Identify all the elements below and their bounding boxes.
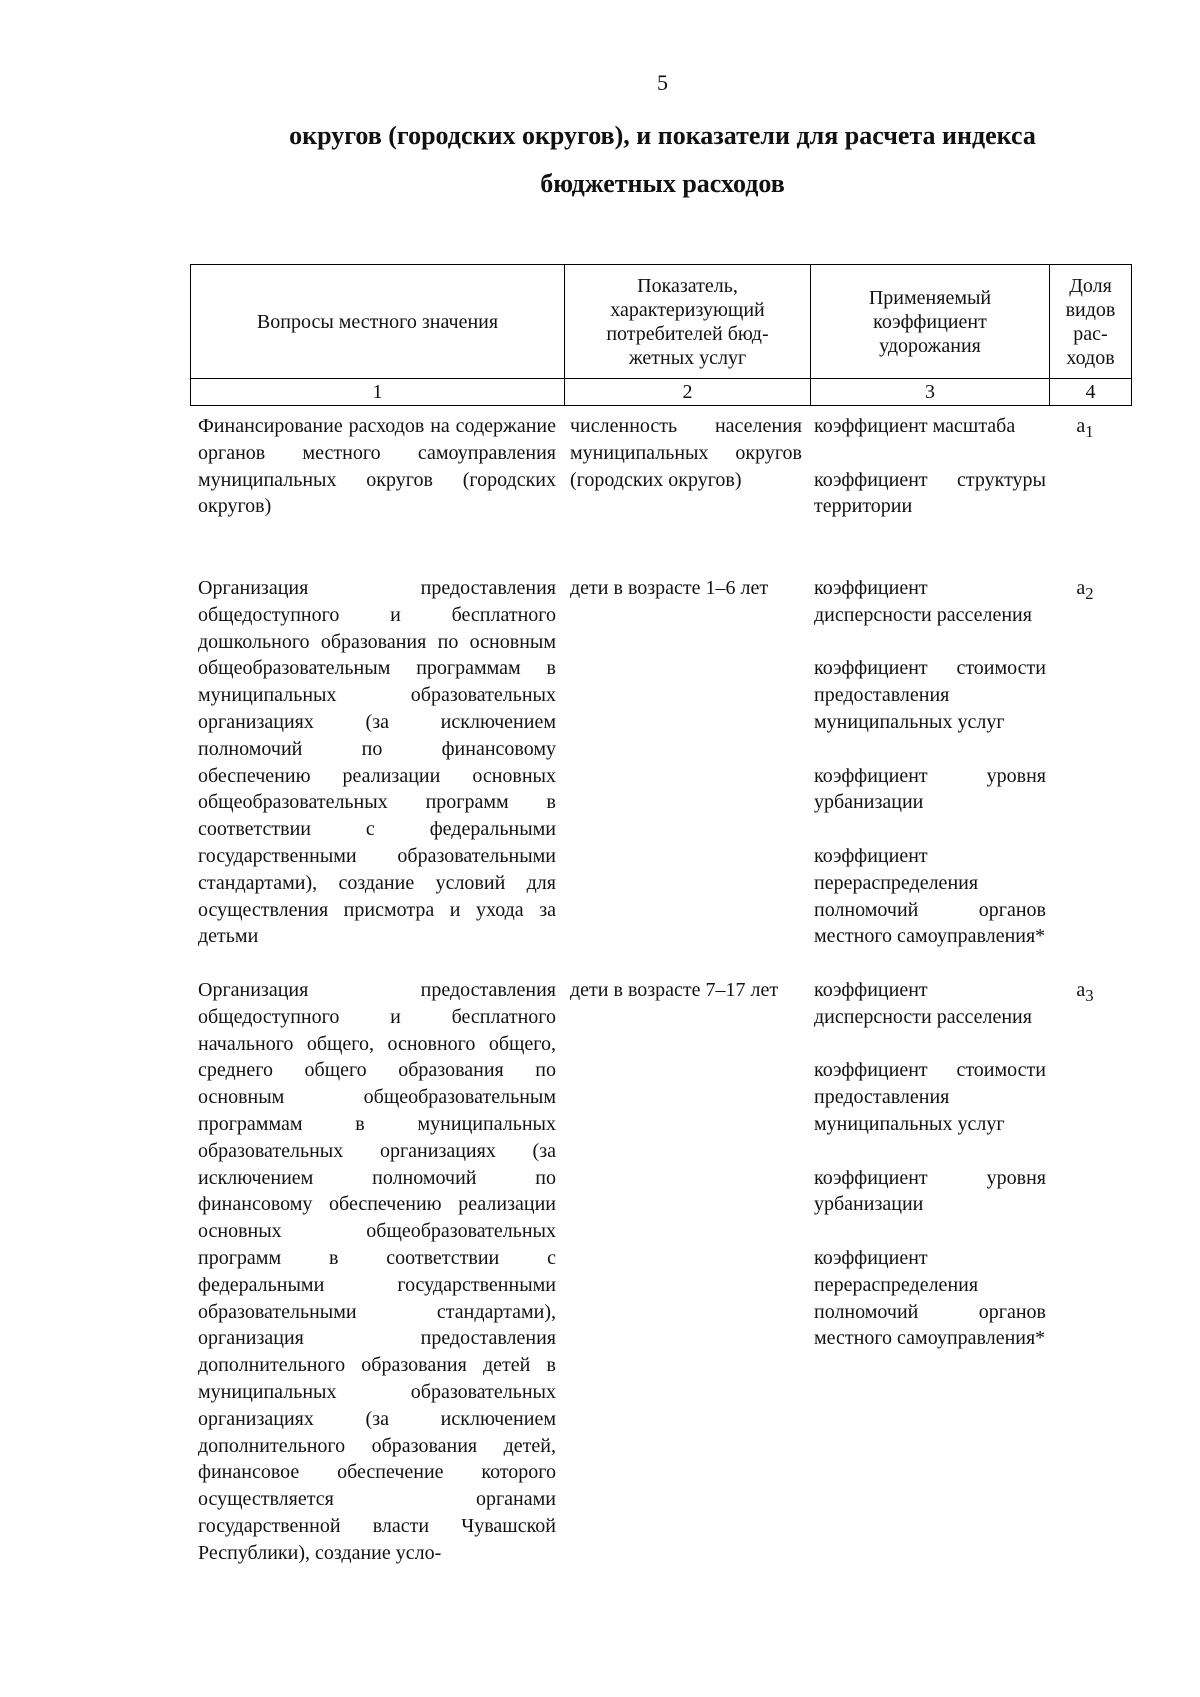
header-line: видов	[1065, 298, 1116, 321]
column-number-2: 2	[565, 379, 811, 406]
header-indicator	[565, 265, 811, 379]
share-cell	[1072, 575, 1098, 608]
header-share	[1050, 265, 1132, 379]
share-cell	[1072, 977, 1098, 1010]
question-text: Организация предоставления общедоступного и бесплатного начального общего, основного общего, среднего общего образования по основным общеобразовательным программам в муниципальных образовательных организациях (за исключением полномочий по финансовому обеспечению реализации основных общеобразовательных программ в соответствии с федеральными государственными образовательными стандартами), организация предоставления дополнительного образования детей в муниципальных образовательных организациях (за исключением дополнительного образования детей, финансовое обеспечение которого осуществляется органами государственной власти Чувашской Республики), создание усло-	[198, 979, 556, 1564]
coefficient-item: коэффициент перераспределения полномочий органов местного самоуправления*	[814, 844, 1046, 948]
indicator-text: дети в возрасте 1–6 лет	[570, 577, 769, 599]
coefficient-item: коэффициент дисперсности расселения	[814, 979, 1032, 1028]
coefficient-item: коэффициент масштаба	[814, 415, 1016, 437]
header-coefficient	[811, 265, 1050, 379]
header-line: рас-	[1073, 322, 1108, 345]
header-line: удорожания	[879, 334, 981, 357]
coefficient-item: коэффициент стоимости предоставления муниципальных услуг	[814, 657, 1046, 733]
header-line: Показатель,	[637, 274, 738, 297]
table-row	[0, 413, 1200, 575]
coefficient-item: коэффициент структуры территории	[814, 468, 1046, 518]
header-line: жетных услуг	[628, 346, 747, 369]
question-text: Организация предоставления общедоступного и бесплатного дошкольного образования по основным общеобразовательным программам в муниципальных образовательных организациях (за исключением полномочий по финансовому обеспечению реализации основных общеобразовательных программ в соответствии с федеральными государственными образовательными стандартами), создание условий для осуществления присмотра и ухода за детьми	[198, 577, 556, 948]
coefficient-item: коэффициент дисперсности расселения	[814, 577, 1032, 626]
share-subscript: 1	[1085, 422, 1094, 441]
header-line: коэффициент	[873, 310, 987, 333]
share-cell	[1072, 413, 1098, 446]
page-number: 5	[657, 70, 668, 95]
table-body	[0, 413, 1200, 1597]
coefficient-list	[814, 977, 1046, 1352]
column-number-1: 1	[191, 379, 565, 406]
header-question: Вопросы местного значения	[191, 265, 565, 379]
coefficient-item: коэффициент уровня урбанизации	[814, 764, 1046, 814]
column-number-3: 3	[811, 379, 1050, 406]
header-line: характеризующий	[610, 298, 765, 321]
coefficient-item: коэффициент стоимости предоставления муниципальных услуг	[814, 1059, 1046, 1135]
header-line: Применяемый	[868, 286, 992, 309]
header-line: потребителей бюд-	[606, 322, 769, 345]
share-symbol: a	[1076, 979, 1086, 1001]
indicator-text: численность населения муниципальных округов (городских округов)	[570, 415, 802, 491]
coefficient-list	[814, 575, 1046, 950]
table-header	[190, 264, 1132, 406]
indicator-text: дети в возрасте 7–17 лет	[570, 979, 779, 1001]
coefficient-item: коэффициент уровня урбанизации	[814, 1166, 1046, 1216]
coefficient-list	[814, 413, 1046, 520]
share-subscript: 3	[1085, 986, 1094, 1005]
share-symbol: a	[1076, 577, 1086, 599]
title-line-1: округов (городских округов), и показатели для расчета индекса	[289, 121, 1036, 150]
table-row	[0, 575, 1200, 977]
title-line-2: бюджетных расходов	[540, 169, 785, 198]
question-text: Финансирование расходов на содержание органов местного самоуправления муниципальных округов (городских округов)	[198, 415, 556, 518]
header-line: Доля	[1069, 274, 1112, 297]
share-subscript: 2	[1085, 584, 1094, 603]
column-number-4: 4	[1050, 379, 1132, 406]
header-line: ходов	[1066, 346, 1115, 369]
table-row	[0, 977, 1200, 1597]
document-title	[150, 112, 1175, 208]
share-symbol: a	[1076, 415, 1086, 437]
coefficient-item: коэффициент перераспределения полномочий органов местного самоуправления*	[814, 1246, 1046, 1350]
